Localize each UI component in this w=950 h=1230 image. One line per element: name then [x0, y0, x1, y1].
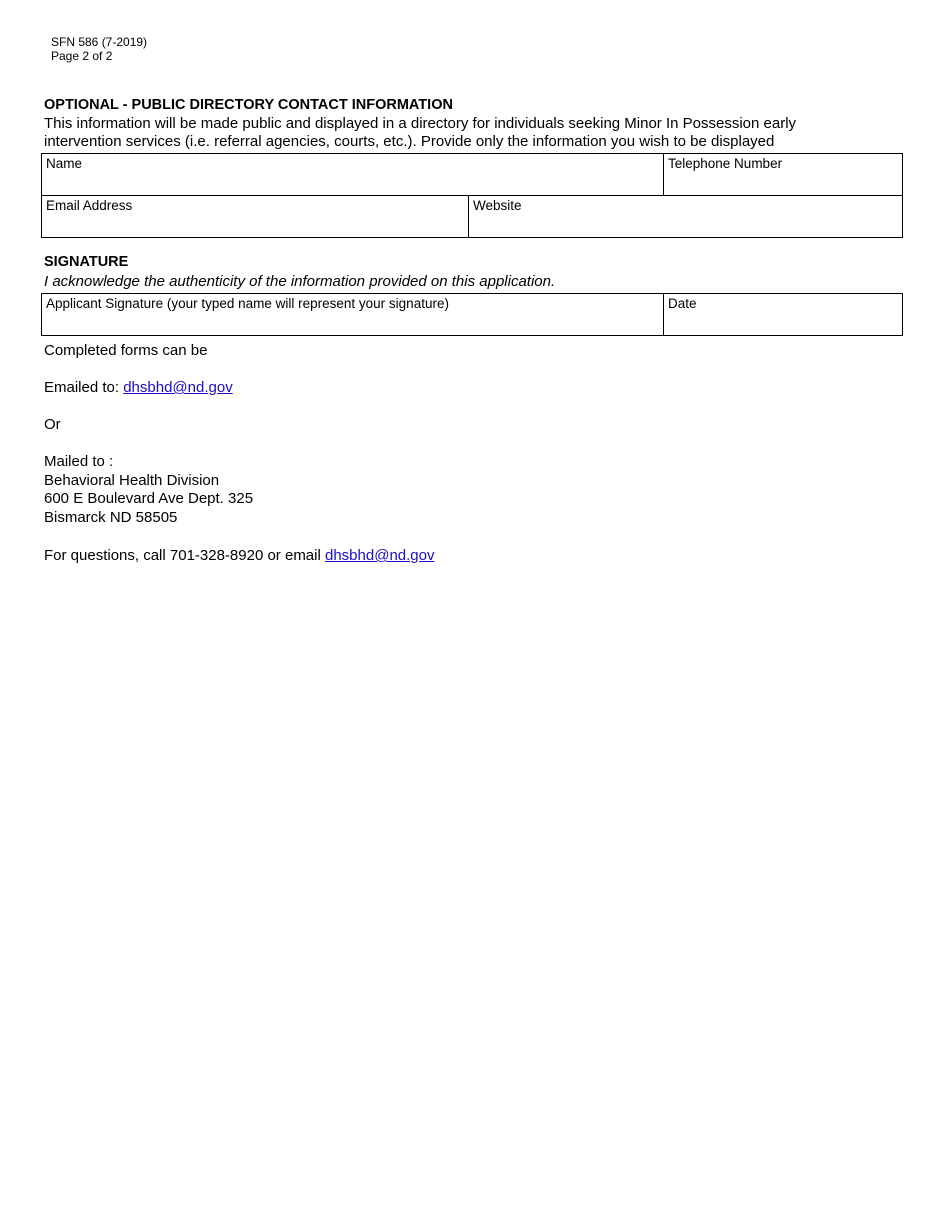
questions-email-link[interactable]: dhsbhd@nd.gov	[325, 547, 435, 564]
directory-row-email-website	[42, 196, 903, 238]
telephone-label: Telephone Number	[668, 156, 783, 171]
mailing-address-block	[44, 453, 253, 528]
address-line-2: 600 E Boulevard Ave Dept. 325	[44, 490, 254, 508]
signature-section-title: SIGNATURE	[44, 254, 129, 270]
emailed-label: Emailed to:	[44, 379, 124, 396]
signature-label: Applicant Signature (your typed name will represent your signature)	[46, 296, 449, 311]
website-label: Website	[473, 198, 522, 213]
questions-text: For questions, call 701-328-8920 or email	[44, 547, 325, 564]
mailed-label: Mailed to :	[44, 453, 114, 470]
telephone-cell	[664, 154, 903, 196]
emailed-line	[44, 379, 233, 398]
date-input[interactable]	[668, 312, 894, 330]
name-cell	[42, 154, 664, 196]
submission-intro: Completed forms can be	[44, 342, 208, 359]
date-label: Date	[668, 296, 697, 311]
signature-row	[42, 294, 903, 336]
page-number: Page 2 of 2	[51, 49, 113, 63]
name-label: Name	[46, 156, 83, 171]
email-input[interactable]	[46, 214, 451, 232]
date-cell	[664, 294, 903, 336]
signature-input[interactable]	[46, 312, 636, 330]
directory-row-name-phone	[42, 154, 903, 196]
email-cell	[42, 196, 469, 238]
address-line-3: Bismarck ND 58505	[44, 509, 178, 527]
website-cell	[469, 196, 903, 238]
form-header	[51, 35, 147, 63]
telephone-input[interactable]	[668, 172, 894, 190]
directory-section-title: OPTIONAL - PUBLIC DIRECTORY CONTACT INFORMATION	[44, 97, 453, 113]
signature-acknowledgment: I acknowledge the authenticity of the information provided on this application.	[44, 273, 556, 290]
directory-description-line1: This information will be made public and displayed in a directory for individuals seeking Minor In Possession early	[44, 115, 797, 132]
signature-table	[41, 293, 903, 336]
submission-email-link[interactable]: dhsbhd@nd.gov	[123, 379, 233, 396]
address-line-1: Behavioral Health Division	[44, 471, 220, 489]
questions-line	[44, 547, 434, 566]
form-number: SFN 586 (7-2019)	[51, 35, 148, 49]
directory-contact-table	[41, 153, 903, 238]
email-label: Email Address	[46, 198, 133, 213]
name-input[interactable]	[46, 172, 636, 190]
website-input[interactable]	[473, 214, 884, 232]
directory-description-line2: intervention services (i.e. referral agencies, courts, etc.). Provide only the information you wish to be displayed	[44, 133, 775, 150]
or-text: Or	[44, 416, 61, 433]
signature-cell	[42, 294, 664, 336]
